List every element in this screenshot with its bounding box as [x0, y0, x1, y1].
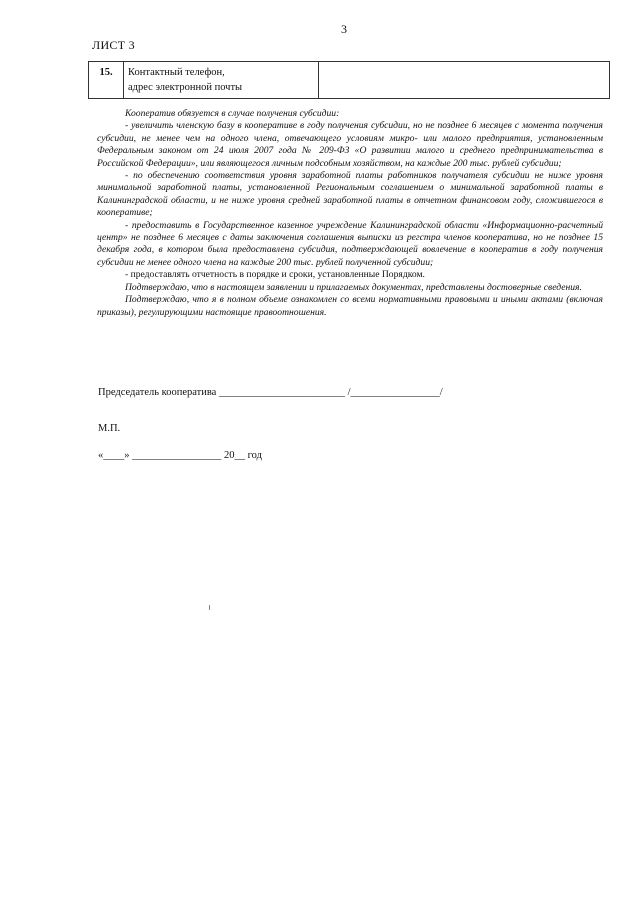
confirmation-1: Подтверждаю, что в настоящем заявлении и прилагаемых документах, представлены достоверные сведения. [125, 281, 582, 293]
row-value [319, 62, 610, 99]
confirmation-2: Подтверждаю, что я в полном объеме ознакомлен со всеми нормативными правовыми и иными актами (включая приказы), регулирующими настоящие правоотношения. [97, 294, 603, 318]
obligation-item-2: - по обеспечению соответствия уровня заработной платы работников получателя субсидии не ниже уровня минимальной заработной платы, установленной Региональным соглашением о минимальной заработной платы в Калининградской области, и не ниже уровня средней заработной платы в отчетном финансовом году, сложившегося в кооперативе; [97, 170, 603, 219]
sheet-label: ЛИСТ 3 [92, 38, 135, 52]
row-label [124, 62, 319, 99]
scan-artifact [209, 605, 210, 610]
row-label-line1: Контактный телефон, [128, 67, 225, 78]
date-line: «____» _________________ 20__ год [98, 450, 262, 461]
table-row [89, 62, 610, 99]
obligations-text [97, 108, 603, 319]
obligations-intro: Кооператив обязуется в случае получения субсидии: [125, 108, 340, 119]
chairman-signature-line: Председатель кооператива ________________________ /_________________/ [98, 387, 443, 398]
stamp-label: М.П. [98, 423, 121, 434]
row-label-line2: адрес электронной почты [128, 82, 243, 93]
obligation-item-1: - увеличить членскую базу в кооперативе в году получения субсидии, но не позднее 6 месяцев с момента получения субсидии, не менее чем на одного члена, отвечающего условиям микро- или малого предприятия, установленным Федеральным законом от 24 июля 2007 года № 209-ФЗ «О развитии малого и среднего предпринимательства в Российской Федерации», или являющегося личным подсобным хозяйством, на каждые 200 тыс. рублей субсидии; [97, 120, 603, 169]
obligation-item-4: - предоставлять отчетность в порядке и сроки, установленные Порядком. [125, 269, 425, 281]
info-table [88, 61, 610, 99]
obligation-item-3: - предоставить в Государственное казенное учреждение Калининградской области «Информационно-расчетный центр» не позднее 6 месяцев с даты заключения соглашения выписки из регстра членов кооператива, но не позднее 15 декабря года, в котором была предоставлена субсидия, подтверждающей вовлечение в кооператив в году получения субсидии не менее одного члена на каждые 200 тыс. рублей полученной субсидии; [97, 219, 603, 268]
row-number: 15. [89, 62, 124, 99]
page-number: 3 [341, 22, 347, 36]
